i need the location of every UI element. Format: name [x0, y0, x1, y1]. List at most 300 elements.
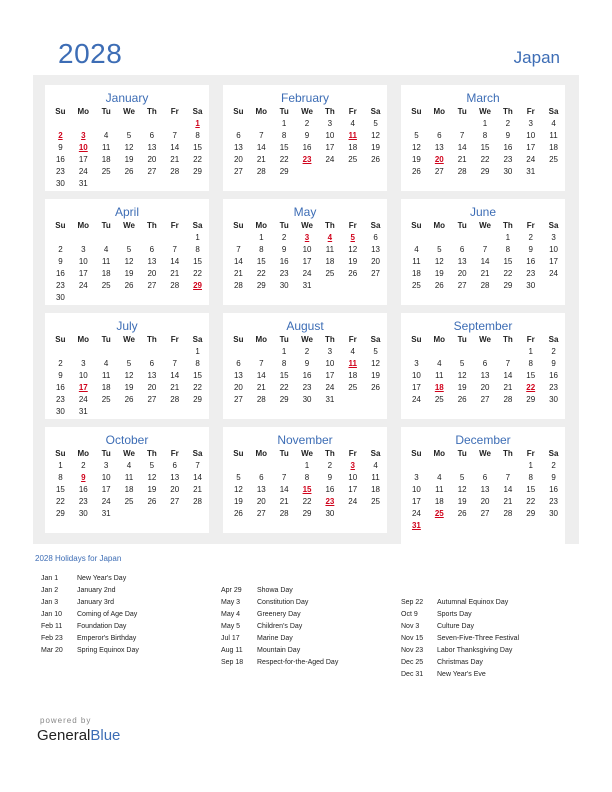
day-cell: 21: [256, 383, 266, 392]
day-cell: 21: [503, 497, 513, 506]
day-cell: 17: [526, 143, 536, 152]
holiday-name: New Year's Eve: [437, 671, 486, 678]
day-cell: 25: [325, 269, 335, 278]
day-cell: 5: [126, 245, 132, 254]
day-cell: 6: [482, 473, 488, 482]
day-cell: 27: [147, 167, 157, 176]
day-cell: 6: [236, 359, 241, 368]
day-cell: 6: [149, 359, 155, 368]
day-cell: 4: [350, 119, 355, 128]
day-cell: 20: [256, 497, 266, 506]
day-cell: 15: [526, 485, 536, 494]
day-cell: 20: [371, 257, 380, 266]
holiday-row: [221, 611, 338, 623]
day-cell: 27: [256, 509, 266, 518]
month-table: [405, 106, 565, 178]
day-cell: 22: [193, 383, 202, 392]
day-cell: 10: [325, 131, 335, 140]
month-table: [405, 334, 565, 406]
month-name: August: [286, 319, 324, 333]
day-cell: 6: [437, 131, 442, 140]
day-cell: 21: [170, 155, 180, 164]
day-cell: 9: [551, 359, 556, 368]
day-cell: 9: [281, 245, 287, 254]
empty-cell: [405, 460, 428, 472]
weekday-header: Tu: [279, 449, 289, 458]
day-cell: 22: [279, 155, 289, 164]
day-cell: 16: [503, 143, 513, 152]
empty-cell: [474, 232, 497, 244]
weekday-header: Mo: [433, 107, 446, 116]
holiday-row: [401, 635, 519, 647]
weekday-header: Sa: [192, 221, 203, 230]
day-cell: 8: [528, 473, 533, 482]
day-cell: 9: [327, 473, 333, 482]
weekday-header: Sa: [192, 107, 203, 116]
day-cell: 21: [279, 497, 289, 506]
day-cell: 31: [526, 167, 536, 176]
day-cell: 12: [124, 371, 134, 380]
day-cell: 15: [193, 371, 202, 380]
month-december: [401, 427, 565, 547]
day-cell: 26: [411, 167, 421, 176]
month-table: [227, 448, 387, 520]
day-cell: 6: [259, 473, 264, 482]
holiday-day-cell: 11: [348, 131, 357, 140]
day-cell: 13: [147, 257, 157, 266]
weekday-header: Th: [147, 221, 157, 230]
day-cell: 3: [528, 119, 533, 128]
holiday-date: May 5: [221, 623, 241, 630]
day-cell: 7: [172, 359, 177, 368]
day-cell: 13: [233, 371, 243, 380]
day-cell: 27: [480, 509, 490, 518]
month-name: October: [105, 433, 149, 447]
weekday-header: Tu: [279, 107, 289, 116]
day-cell: 14: [233, 257, 243, 266]
day-cell: 8: [195, 359, 200, 368]
day-cell: 30: [302, 395, 312, 404]
weekday-header: Tu: [101, 335, 111, 344]
day-cell: 9: [304, 359, 310, 368]
empty-cell: [250, 346, 273, 358]
weekday-header: Su: [411, 449, 422, 458]
weekday-header: Fr: [170, 449, 179, 458]
weekday-header: We: [301, 449, 313, 458]
holiday-column: [221, 587, 338, 671]
month-february: [223, 85, 387, 191]
holiday-date: Jan 1: [41, 575, 59, 582]
month-march: [401, 85, 565, 191]
holiday-name: New Year's Day: [77, 575, 127, 582]
holiday-date: May 3: [221, 599, 241, 606]
day-cell: 8: [304, 473, 310, 482]
day-cell: 10: [348, 473, 358, 482]
holiday-name: Emperor's Birthday: [77, 635, 137, 642]
holiday-name: Labor Thanksgiving Day: [437, 647, 513, 654]
day-cell: 27: [457, 281, 467, 290]
day-cell: 26: [348, 269, 358, 278]
weekday-header: Tu: [101, 449, 111, 458]
day-cell: 8: [505, 245, 511, 254]
day-cell: 25: [549, 155, 558, 164]
weekday-header: Fr: [170, 107, 179, 116]
day-cell: 1: [281, 347, 287, 356]
month-name: April: [114, 205, 139, 219]
month-name: December: [455, 433, 511, 447]
holiday-row: [221, 587, 338, 599]
weekday-header: Th: [503, 221, 513, 230]
day-cell: 18: [348, 371, 358, 380]
day-cell: 7: [172, 131, 177, 140]
holiday-row: [401, 647, 519, 659]
holiday-row: [221, 635, 338, 647]
weekday-header: Th: [325, 335, 335, 344]
month-september: [401, 313, 565, 419]
day-cell: 28: [193, 497, 202, 506]
holiday-day-cell: 25: [434, 509, 444, 518]
day-cell: 29: [256, 281, 266, 290]
weekday-header: Su: [233, 335, 244, 344]
month-table: [227, 334, 387, 406]
day-cell: 29: [193, 167, 202, 176]
day-cell: 13: [256, 485, 266, 494]
day-cell: 16: [302, 143, 312, 152]
day-cell: 28: [170, 395, 180, 404]
day-cell: 28: [256, 167, 266, 176]
weekday-header: Th: [503, 335, 513, 344]
holiday-day-cell: 5: [350, 233, 355, 242]
day-cell: 2: [81, 461, 86, 470]
day-cell: 30: [55, 407, 65, 416]
weekday-header: Mo: [433, 221, 446, 230]
day-cell: 14: [170, 143, 180, 152]
day-cell: 30: [549, 395, 558, 404]
weekday-header: Mo: [77, 221, 90, 230]
day-cell: 27: [170, 497, 180, 506]
day-cell: 16: [55, 155, 65, 164]
weekday-header: Tu: [457, 335, 467, 344]
day-cell: 20: [147, 383, 157, 392]
holiday-date: Mar 20: [41, 647, 63, 654]
day-cell: 16: [78, 485, 88, 494]
holiday-name: Christmas Day: [437, 659, 483, 666]
weekday-header: Mo: [77, 335, 90, 344]
day-cell: 15: [279, 371, 289, 380]
day-cell: 31: [325, 395, 335, 404]
day-cell: 18: [101, 269, 111, 278]
weekday-header: Th: [147, 107, 157, 116]
empty-cell: [49, 346, 72, 358]
day-cell: 1: [304, 461, 310, 470]
weekday-header: We: [123, 335, 135, 344]
day-cell: 17: [348, 485, 358, 494]
day-cell: 17: [302, 257, 312, 266]
day-cell: 19: [124, 383, 134, 392]
empty-cell: [250, 118, 273, 130]
day-cell: 22: [526, 497, 536, 506]
holiday-day-cell: 3: [81, 131, 86, 140]
day-cell: 17: [549, 257, 558, 266]
day-cell: 28: [503, 509, 513, 518]
day-cell: 4: [103, 359, 109, 368]
day-cell: 8: [195, 131, 200, 140]
weekday-header: Su: [411, 221, 422, 230]
holiday-name: Foundation Day: [77, 623, 127, 630]
day-cell: 3: [327, 119, 333, 128]
month-name: February: [280, 91, 330, 105]
holiday-row: [41, 587, 139, 599]
day-cell: 27: [233, 167, 243, 176]
day-cell: 7: [505, 359, 511, 368]
day-cell: 19: [124, 269, 134, 278]
day-cell: 7: [259, 359, 264, 368]
holiday-name: Showa Day: [257, 587, 293, 594]
weekday-header: Th: [325, 221, 335, 230]
empty-cell: [118, 118, 141, 130]
holiday-row: [401, 599, 519, 611]
day-cell: 3: [103, 461, 109, 470]
day-cell: 8: [281, 131, 287, 140]
day-cell: 11: [102, 371, 111, 380]
day-cell: 24: [526, 155, 536, 164]
day-cell: 31: [302, 281, 312, 290]
holiday-date: Dec 25: [401, 659, 424, 666]
empty-cell: [163, 232, 186, 244]
day-cell: 22: [279, 383, 289, 392]
empty-cell: [49, 118, 72, 130]
day-cell: 17: [78, 269, 88, 278]
holiday-row: [401, 671, 519, 683]
day-cell: 14: [457, 143, 467, 152]
day-cell: 21: [170, 269, 180, 278]
day-cell: 1: [505, 233, 511, 242]
holiday-row: [401, 659, 519, 671]
day-cell: 5: [126, 359, 132, 368]
day-cell: 10: [101, 473, 111, 482]
day-cell: 18: [434, 497, 444, 506]
day-cell: 30: [78, 509, 88, 518]
day-cell: 11: [549, 131, 558, 140]
day-cell: 28: [170, 281, 180, 290]
day-cell: 12: [233, 485, 243, 494]
day-cell: 24: [549, 269, 558, 278]
holiday-row: [221, 599, 338, 611]
day-cell: 23: [55, 167, 65, 176]
day-cell: 11: [435, 371, 444, 380]
day-cell: 18: [325, 257, 335, 266]
day-cell: 6: [373, 233, 378, 242]
empty-cell: [451, 460, 474, 472]
day-cell: 27: [147, 281, 157, 290]
day-cell: 21: [256, 155, 266, 164]
weekday-header: Mo: [255, 221, 268, 230]
holiday-date: Nov 23: [401, 647, 424, 654]
day-cell: 24: [302, 269, 312, 278]
weekday-header: Th: [147, 335, 157, 344]
weekday-header: We: [301, 107, 313, 116]
page-year-title: 2028: [58, 38, 123, 69]
day-cell: 15: [193, 143, 202, 152]
day-cell: 19: [233, 497, 243, 506]
day-cell: 21: [170, 383, 180, 392]
month-table: [49, 334, 209, 418]
day-cell: 19: [348, 257, 358, 266]
weekday-header: Th: [325, 107, 335, 116]
weekday-header: Tu: [457, 449, 467, 458]
day-cell: 6: [459, 245, 465, 254]
empty-cell: [118, 232, 141, 244]
empty-cell: [118, 346, 141, 358]
empty-cell: [140, 232, 163, 244]
day-cell: 25: [101, 281, 111, 290]
day-cell: 15: [256, 257, 266, 266]
month-may: [223, 199, 387, 305]
holiday-date: Jul 17: [221, 635, 240, 642]
holiday-day-cell: 23: [302, 155, 312, 164]
day-cell: 13: [233, 143, 243, 152]
holiday-day-cell: 23: [325, 497, 335, 506]
empty-cell: [428, 232, 451, 244]
holiday-row: [401, 623, 519, 635]
day-cell: 8: [528, 359, 533, 368]
empty-cell: [428, 118, 451, 130]
weekday-header: Mo: [255, 107, 268, 116]
weekday-header: Sa: [192, 449, 203, 458]
month-table: [49, 220, 209, 304]
day-cell: 10: [325, 359, 335, 368]
weekday-header: Th: [503, 107, 513, 116]
weekday-header: Sa: [370, 335, 381, 344]
weekday-header: Sa: [548, 335, 559, 344]
weekday-header: Tu: [279, 221, 289, 230]
day-cell: 3: [327, 347, 333, 356]
day-cell: 3: [81, 359, 86, 368]
month-october: [45, 427, 209, 533]
day-cell: 20: [147, 155, 157, 164]
day-cell: 21: [503, 383, 513, 392]
weekday-header: We: [123, 221, 135, 230]
empty-cell: [405, 118, 428, 130]
month-july: [45, 313, 209, 419]
holiday-row: [221, 623, 338, 635]
day-cell: 14: [503, 371, 513, 380]
day-cell: 11: [102, 143, 111, 152]
day-cell: 9: [58, 143, 63, 152]
holiday-name: Children's Day: [257, 623, 303, 630]
day-cell: 3: [81, 245, 86, 254]
day-cell: 30: [503, 167, 513, 176]
day-cell: 12: [124, 143, 134, 152]
month-table: [49, 106, 209, 190]
day-cell: 20: [480, 383, 490, 392]
day-cell: 16: [302, 371, 312, 380]
day-cell: 25: [434, 395, 444, 404]
day-cell: 31: [101, 509, 111, 518]
day-cell: 29: [279, 167, 289, 176]
day-cell: 24: [348, 497, 358, 506]
country-title: Japan: [513, 48, 560, 67]
day-cell: 29: [480, 167, 490, 176]
month-name: September: [453, 319, 513, 333]
weekday-header: Fr: [526, 335, 535, 344]
holiday-date: Sep 18: [221, 659, 244, 666]
holiday-row: [41, 611, 139, 623]
holiday-name: Spring Equinox Day: [77, 647, 139, 654]
day-cell: 10: [78, 371, 88, 380]
day-cell: 15: [480, 143, 490, 152]
day-cell: 10: [411, 371, 421, 380]
day-cell: 30: [55, 179, 65, 188]
day-cell: 30: [549, 509, 558, 518]
holiday-date: May 4: [221, 611, 241, 618]
empty-cell: [227, 460, 250, 472]
day-cell: 14: [170, 371, 180, 380]
holiday-day-cell: 18: [434, 383, 444, 392]
weekday-header: Sa: [192, 335, 203, 344]
day-cell: 11: [412, 257, 421, 266]
day-cell: 1: [58, 461, 63, 470]
day-cell: 26: [371, 383, 380, 392]
holiday-row: [41, 635, 139, 647]
weekday-header: Su: [411, 335, 422, 344]
weekday-header: We: [479, 107, 491, 116]
day-cell: 31: [78, 179, 88, 188]
day-cell: 11: [102, 257, 111, 266]
holiday-date: Feb 11: [41, 623, 63, 630]
day-cell: 2: [551, 461, 556, 470]
weekday-header: We: [479, 221, 491, 230]
day-cell: 17: [325, 143, 335, 152]
day-cell: 20: [147, 269, 157, 278]
day-cell: 16: [526, 257, 536, 266]
day-cell: 6: [149, 131, 155, 140]
day-cell: 18: [411, 269, 421, 278]
day-cell: 7: [482, 245, 488, 254]
day-cell: 2: [551, 347, 556, 356]
weekday-header: Th: [325, 449, 335, 458]
weekday-header: Mo: [433, 449, 446, 458]
day-cell: 2: [505, 119, 511, 128]
month-january: [45, 85, 209, 191]
holiday-date: Sep 22: [401, 599, 424, 606]
day-cell: 20: [170, 485, 180, 494]
day-cell: 5: [437, 245, 442, 254]
day-cell: 1: [482, 119, 488, 128]
day-cell: 9: [58, 257, 63, 266]
holiday-day-cell: 2: [58, 131, 63, 140]
day-cell: 18: [101, 383, 111, 392]
holidays-title: 2028 Holidays for Japan: [35, 554, 122, 563]
holiday-day-cell: 11: [348, 359, 357, 368]
day-cell: 12: [411, 143, 421, 152]
holiday-row: [41, 647, 139, 659]
day-cell: 18: [549, 143, 558, 152]
day-cell: 25: [411, 281, 421, 290]
month-table: [405, 220, 565, 292]
day-cell: 8: [482, 131, 488, 140]
weekday-header: Su: [233, 107, 244, 116]
day-cell: 13: [371, 245, 380, 254]
day-cell: 28: [480, 281, 490, 290]
day-cell: 7: [259, 131, 264, 140]
weekday-header: Tu: [101, 221, 111, 230]
empty-cell: [95, 346, 118, 358]
day-cell: 28: [279, 509, 289, 518]
empty-cell: [72, 118, 95, 130]
holiday-day-cell: 17: [78, 383, 88, 392]
day-cell: 7: [459, 131, 465, 140]
